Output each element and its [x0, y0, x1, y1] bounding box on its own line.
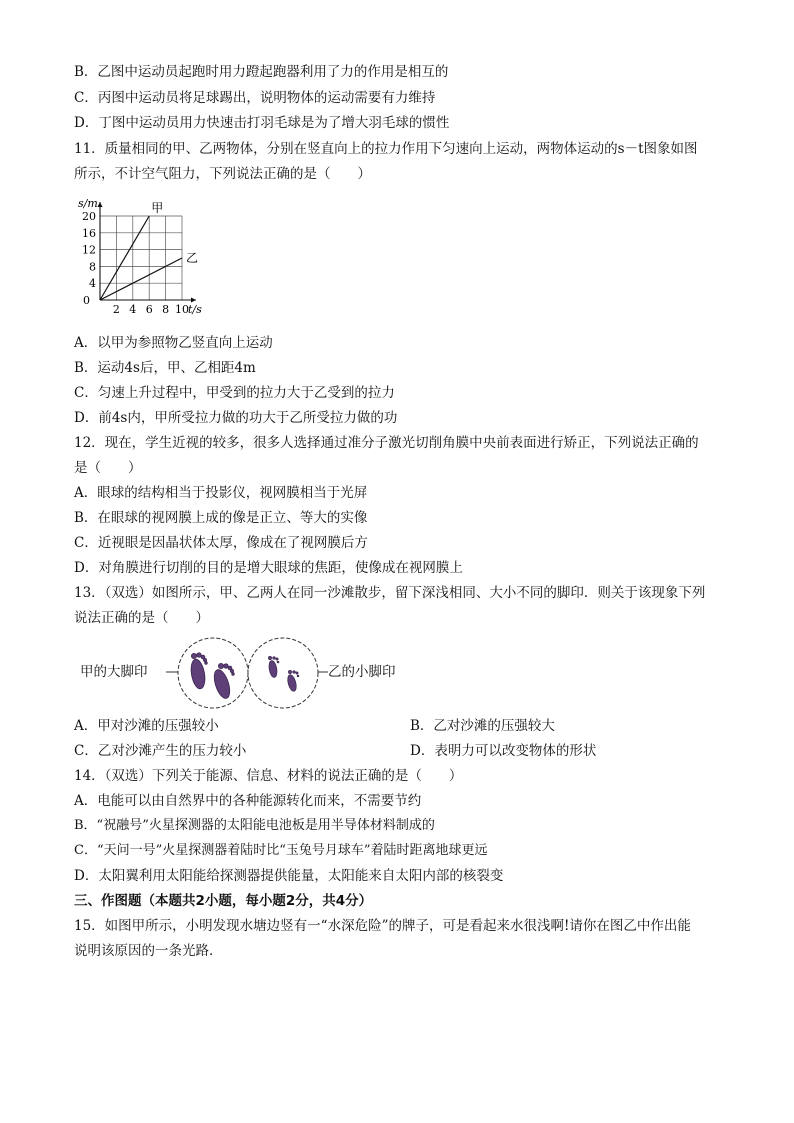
q13-option-c: C．乙对沙滩产生的压力较小	[74, 743, 247, 759]
x-axis-arrow-icon	[191, 298, 196, 303]
q12-option-c: C．近视眼是因晶状体太厚，像成在了视网膜后方	[74, 535, 368, 551]
q11-stem-line2: 所示，不计空气阻力，下列说法正确的是（ ）	[74, 166, 371, 182]
small-footprint-circle	[248, 638, 318, 708]
q13-stem-line1: 13．（双选）如图所示，甲、乙两人在同一沙滩散步，留下深浅相同、大小不同的脚印．则关于该现象下列	[74, 585, 706, 601]
big-right-foot-icon	[211, 663, 234, 700]
x-tick-label: 6	[145, 303, 153, 316]
y-tick-label: 8	[89, 260, 96, 274]
x-axis-label: t/s	[188, 303, 202, 316]
q11-option-d: D．前4s内，甲所受拉力做的功大于乙所受拉力做的功	[74, 410, 398, 426]
x-tick-label: 2	[112, 303, 120, 316]
y-tick-label: 20	[82, 210, 96, 223]
q12-option-b: B．在眼球的视网膜上成的像是正立、等大的实像	[74, 510, 368, 526]
q13-option-a: A．甲对沙滩的压强较小	[74, 718, 219, 734]
big-footprint-label: 甲的大脚印	[80, 664, 148, 680]
q11-option-c: C．匀速上升过程中，甲受到的拉力大于乙受到的拉力	[74, 385, 395, 401]
q14-option-b: B．“祝融号”火星探测器的太阳能电池板是用半导体材料制成的	[74, 818, 435, 833]
x-tick-label: 10	[175, 303, 189, 316]
series-label-jia: 甲	[151, 201, 164, 215]
q12-stem-line1: 12．现在，学生近视的较多，很多人选择通过准分子激光切削角膜中央前表面进行矫正，下列说法正确的	[74, 435, 699, 451]
small-right-foot-icon	[286, 670, 299, 692]
q11-stem-line1: 11．质量相同的甲、乙两物体，分别在竖直向上的拉力作用下匀速向上运动，两物体运动的s－t图象如图	[74, 141, 698, 157]
q14-option-d: D．太阳翼利用太阳能给探测器提供能量，太阳能来自太阳内部的核裂变	[74, 868, 504, 884]
y-tick-label: 4	[89, 277, 96, 291]
origin-label: 0	[83, 294, 90, 307]
x-tick-label: 8	[162, 303, 170, 316]
q11-option-b: B．运动4s后，甲、乙相距4m	[74, 360, 256, 376]
small-footprint-label: 乙的小脚印	[328, 664, 396, 680]
big-left-foot-icon	[189, 653, 207, 690]
prev-option-c: C．丙图中运动员将足球踢出，说明物体的运动需要有力维持	[74, 90, 436, 106]
q14-option-a: A．电能可以由自然界中的各种能源转化而来，不需要节约	[74, 793, 422, 809]
q13-stem-line2: 说法正确的是（ ）	[74, 610, 209, 626]
y-tick-label: 16	[82, 226, 96, 240]
q12-option-a: A．眼球的结构相当于投影仪，视网膜相当于光屏	[74, 485, 368, 501]
footprint-circles	[80, 636, 410, 712]
q15-stem-line1: 15．如图甲所示，小明发现水塘边竖有一“水深危险”的牌子，可是看起来水很浅啊!请你在图乙中作出能	[74, 918, 691, 934]
y-axis-label: s/m	[78, 197, 98, 210]
footprints-figure	[80, 636, 410, 712]
q12-stem-line2: 是（ ）	[74, 460, 142, 476]
q13-option-b: B．乙对沙滩的压强较大	[410, 718, 555, 734]
q12-option-d: D．对角膜进行切削的目的是增大眼球的焦距，使像成在视网膜上	[74, 560, 463, 576]
y-axis-arrow-icon	[98, 202, 103, 207]
q11-option-a: A．以甲为参照物乙竖直向上运动	[74, 335, 273, 351]
x-tick-label: 4	[129, 303, 137, 316]
section-heading: 三、作图题（本题共2小题，每小题2分，共4分）	[74, 893, 373, 909]
prev-option-d: D．丁图中运动员用力快速击打羽毛球是为了增大羽毛球的惯性	[74, 115, 450, 131]
small-left-foot-icon	[268, 656, 279, 678]
series-label-yi: 乙	[186, 251, 199, 265]
st-graph	[72, 194, 222, 320]
q14-stem: 14．（双选）下列关于能源、信息、材料的说法正确的是（ ）	[74, 768, 463, 784]
q14-option-c: C．“天问一号”火星探测器着陆时比“玉兔号月球车”着陆时距离地球更远	[74, 843, 488, 858]
prev-option-b: B．乙图中运动员起跑时用力蹬起跑器利用了力的作用是相互的	[74, 64, 449, 80]
q15-stem-line2: 说明该原因的一条光路．	[74, 943, 223, 959]
y-tick-label: 12	[82, 243, 96, 257]
big-footprint-circle	[178, 638, 248, 708]
q13-option-d: D．表明力可以改变物体的形状	[410, 743, 597, 759]
